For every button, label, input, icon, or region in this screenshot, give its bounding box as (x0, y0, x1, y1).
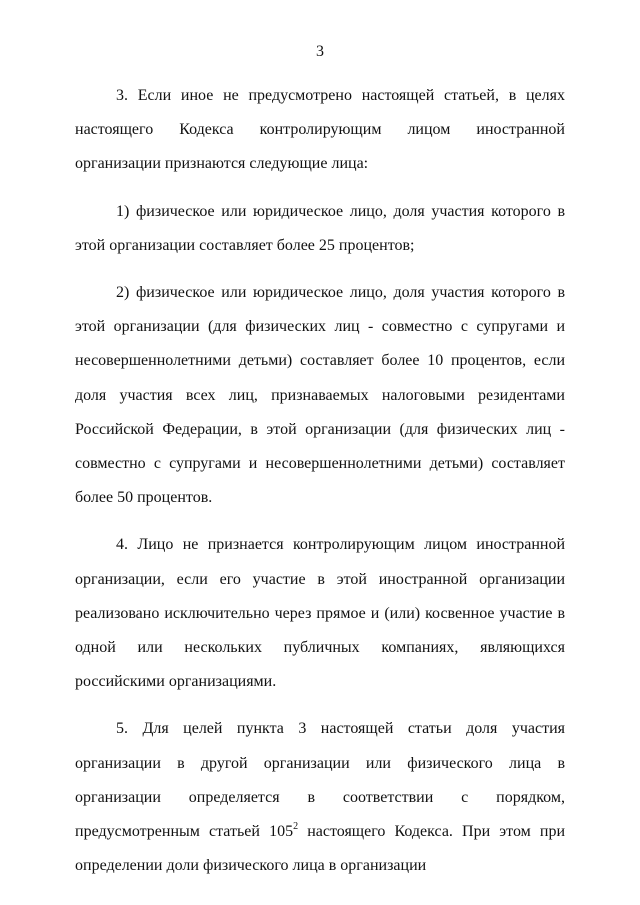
document-body (75, 79, 565, 896)
paragraph-4: 4. Лицо не признается контролирующим лицом иностранной организации, если его участие в этой иностранной организации реализовано исключительно через прямое и (или) косвенное участие в одной или нескольких публичных компаниях, являющихся российскими организациями. (75, 536, 565, 691)
paragraph-3: 3. Если иное не предусмотрено настоящей статьей, в целях настоящего Кодекса контролирующим лицом иностранной организации признаются следующие лица: (75, 87, 565, 173)
paragraph-3-item-2: 2) физическое или юридическое лицо, доля участия которого в этой организации (для физических лиц - совместно с супругами и несовершеннолетними детьми) составляет более 10 процентов, если доля участия всех лиц, признаваемых налоговыми резидентами Российской Федерации, в этой организации (для физических лиц - совместно с супругами и несовершеннолетними детьми) составляет более 50 процентов. (75, 284, 565, 507)
article-superscript: 2 (293, 820, 299, 832)
paragraph-5 (75, 712, 565, 883)
paragraph-3-item-1: 1) физическое или юридическое лицо, доля участия которого в этой организации составляет более 25 процентов; (75, 202, 565, 254)
paragraph-5-text-start: 5. Для целей пункта 3 настоящей статьи доля участия организации в другой организации или физического лица в организации определяется в соответствии с порядком, предусмотренным статьей 105 (75, 720, 565, 841)
paragraph-5-text-end: настоящего Кодекса. При этом при определении доли физического лица в организации (75, 823, 566, 875)
page-number: 3 (316, 43, 324, 60)
